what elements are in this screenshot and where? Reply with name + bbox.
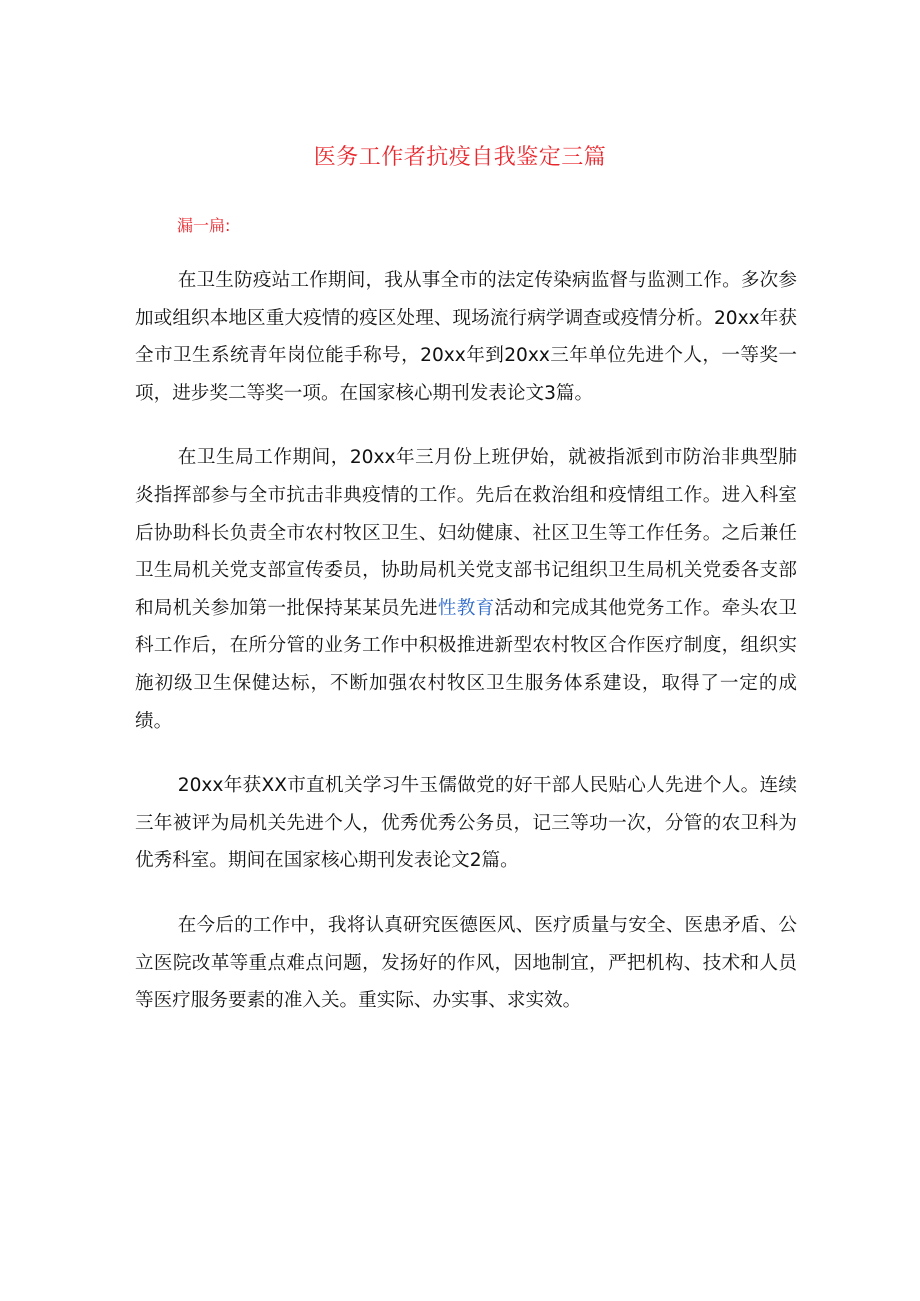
paragraph-2 [135, 439, 797, 740]
document-body [135, 262, 797, 1047]
paragraph-4: 在今后的工作中，我将认真研究医德医风、医疗质量与安全、医患矛盾、公立医院改革等重点难点问题，发扬好的作风，因地制宜，严把机构、技术和人员等医疗服务要素的准入关。重实际、办实事、求实效。 [135, 914, 797, 1012]
paragraph-2-text-after-link: 活动和完成其他党务工作。牵头农卫科工作后，在所分管的业务工作中积极推进新型农村牧区合作医疗制度，组织实施初级卫生保健达标，不断加强农村牧区卫生服务体系建设，取得了一定的成绩。 [135, 597, 797, 732]
inline-link[interactable]: 性教育 [437, 597, 495, 619]
section-label: 漏一扁: [177, 216, 231, 235]
document-title: 医务工作者抗疫自我鉴定三篇 [313, 145, 607, 170]
paragraph-3: 20xx年获XX市直机关学习牛玉儒做党的好干部人民贴心人先进个人。连续三年被评为局机关先进个人，优秀优秀公务员，记三等功一次，分管的农卫科为优秀科室。期间在国家核心期刊发表论文2篇。 [135, 775, 797, 872]
paragraph-1: 在卫生防疫站工作期间，我从事全市的法定传染病监督与监测工作。多次参加或组织本地区重大疫情的疫区处理、现场流行病学调查或疫情分析。20xx年获全市卫生系统青年岗位能手称号，20xx年到20xx三年单位先进个人，一等奖一项，进步奖二等奖一项。在国家核心期刊发表论文3篇。 [135, 270, 797, 404]
paragraph-2-text-before-link: 在卫生局工作期间，20xx年三月份上班伊始，就被指派到市防治非典型肺炎指挥部参与全市抗击非典疫情的工作。先后在救治组和疫情组工作。进入科室后协助科长负责全市农村牧区卫生、妇幼健康、社区卫生等工作任务。之后兼任卫生局机关党支部宣传委员，协助局机关党支部书记组织卫生局机关党委各支部和局机关参加第一批保持某某员先进 [135, 447, 797, 619]
